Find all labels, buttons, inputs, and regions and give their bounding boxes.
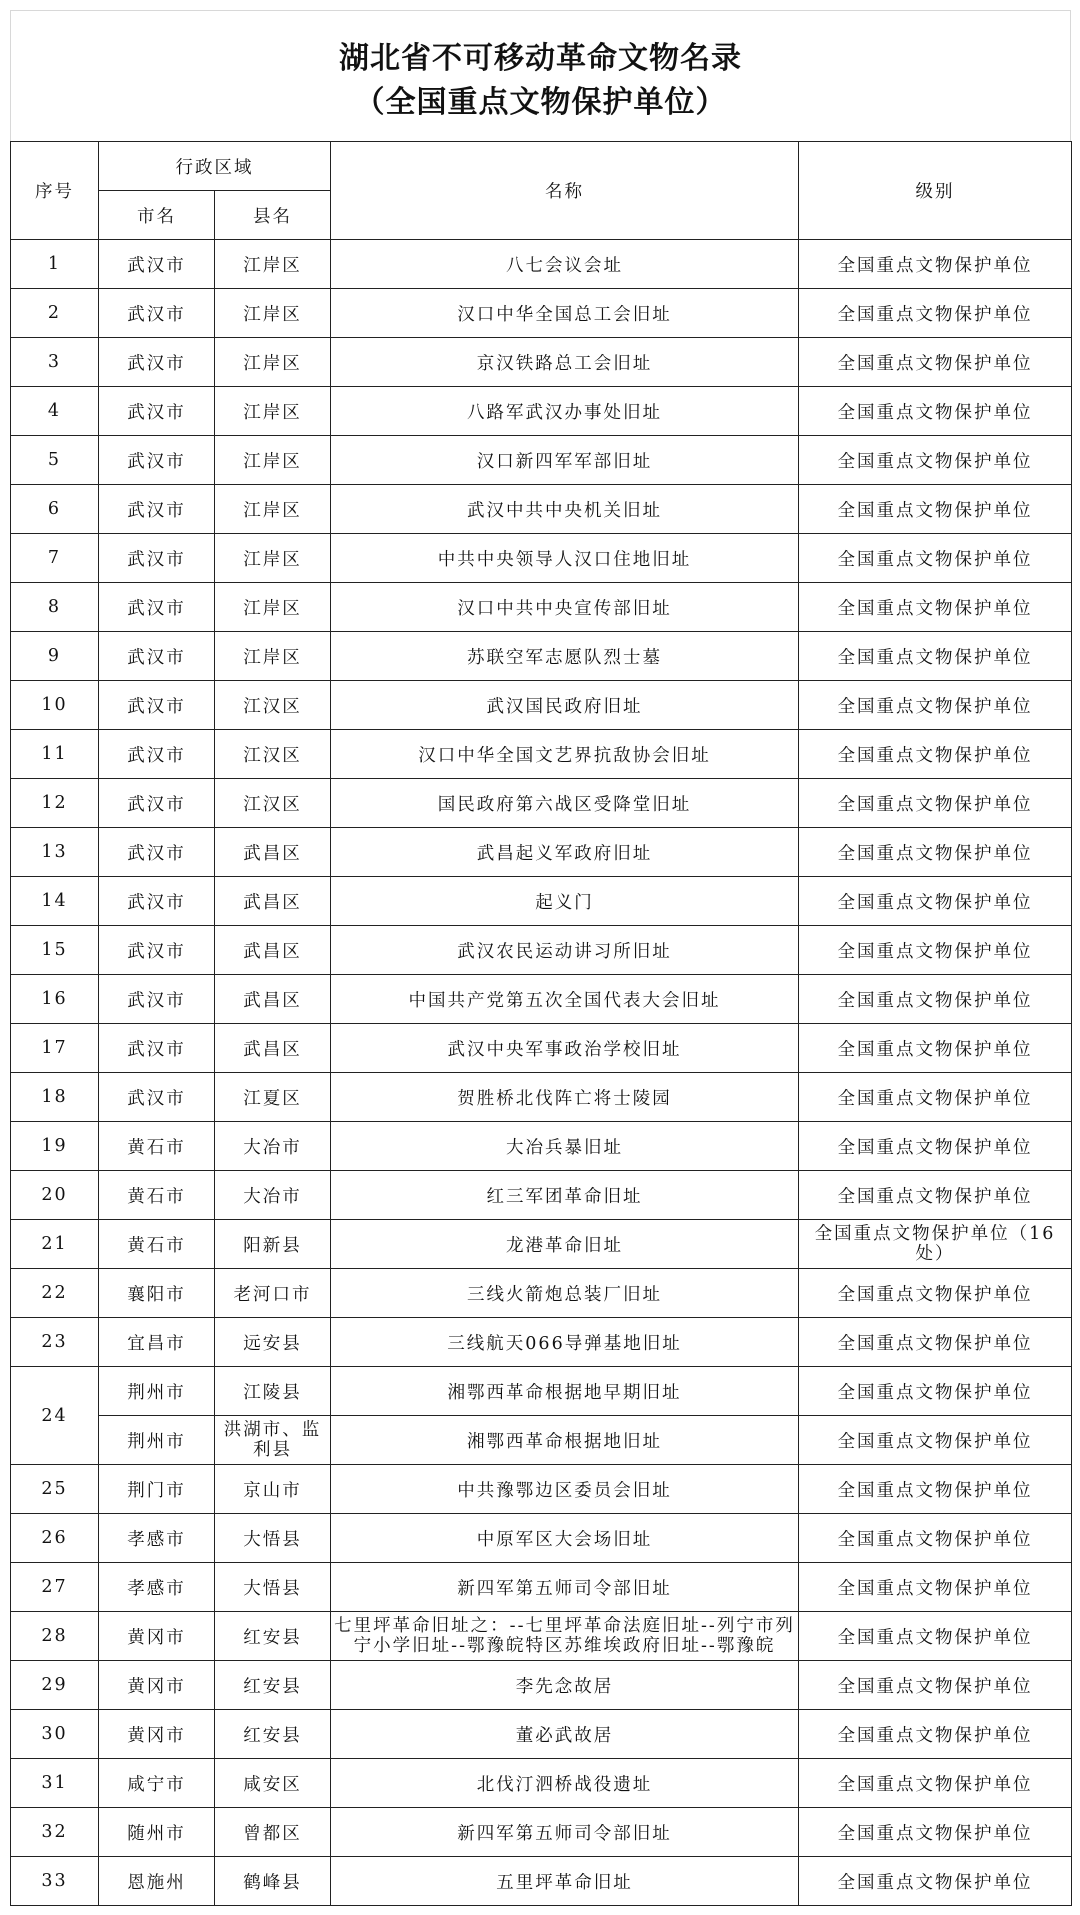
cell-level: 全国重点文物保护单位 (799, 1171, 1072, 1220)
cell-county: 江岸区 (215, 240, 331, 289)
cell-county: 武昌区 (215, 828, 331, 877)
cell-county: 大冶市 (215, 1122, 331, 1171)
cell-county: 远安县 (215, 1318, 331, 1367)
cell-seq: 14 (11, 877, 99, 926)
cell-city: 武汉市 (99, 877, 215, 926)
cell-seq: 19 (11, 1122, 99, 1171)
cell-seq: 17 (11, 1024, 99, 1073)
cell-city: 武汉市 (99, 1073, 215, 1122)
cell-county: 江岸区 (215, 632, 331, 681)
cell-county: 江岸区 (215, 436, 331, 485)
header-city: 市名 (99, 191, 215, 240)
cell-name: 新四军第五师司令部旧址 (331, 1563, 799, 1612)
cell-name: 中共中央领导人汉口住地旧址 (331, 534, 799, 583)
cell-seq: 13 (11, 828, 99, 877)
cell-city: 武汉市 (99, 240, 215, 289)
table-row (11, 534, 1072, 583)
cell-city: 武汉市 (99, 632, 215, 681)
cell-county: 江岸区 (215, 387, 331, 436)
table-row (11, 1122, 1072, 1171)
cell-name: 京汉铁路总工会旧址 (331, 338, 799, 387)
cell-name: 武汉国民政府旧址 (331, 681, 799, 730)
cell-county: 红安县 (215, 1612, 331, 1661)
cell-city: 武汉市 (99, 289, 215, 338)
cell-level: 全国重点文物保护单位 (799, 1024, 1072, 1073)
cell-county: 老河口市 (215, 1269, 331, 1318)
header-level: 级别 (799, 142, 1072, 240)
cell-county: 武昌区 (215, 975, 331, 1024)
cell-seq: 1 (11, 240, 99, 289)
cell-seq: 9 (11, 632, 99, 681)
cell-seq: 29 (11, 1661, 99, 1710)
cell-level: 全国重点文物保护单位 (799, 240, 1072, 289)
cell-name: 汉口新四军军部旧址 (331, 436, 799, 485)
cell-county: 江汉区 (215, 779, 331, 828)
cell-level: 全国重点文物保护单位 (799, 1808, 1072, 1857)
cell-name: 武汉中央军事政治学校旧址 (331, 1024, 799, 1073)
cell-county: 大悟县 (215, 1514, 331, 1563)
header-name: 名称 (331, 142, 799, 240)
cell-seq: 31 (11, 1759, 99, 1808)
cell-city: 黄石市 (99, 1171, 215, 1220)
cell-county: 江岸区 (215, 534, 331, 583)
cell-city: 黄冈市 (99, 1710, 215, 1759)
cell-city: 荆州市 (99, 1416, 215, 1465)
cell-seq: 33 (11, 1857, 99, 1906)
cell-name: 董必武故居 (331, 1710, 799, 1759)
cell-seq: 28 (11, 1612, 99, 1661)
cell-level: 全国重点文物保护单位 (799, 1759, 1072, 1808)
cell-seq: 6 (11, 485, 99, 534)
cell-city: 荆州市 (99, 1367, 215, 1416)
table-row (11, 436, 1072, 485)
cell-level: 全国重点文物保护单位 (799, 877, 1072, 926)
cell-name: 五里坪革命旧址 (331, 1857, 799, 1906)
cell-level: 全国重点文物保护单位 (799, 1416, 1072, 1465)
cell-seq: 11 (11, 730, 99, 779)
cell-city: 孝感市 (99, 1563, 215, 1612)
cell-county: 红安县 (215, 1661, 331, 1710)
cell-city: 咸宁市 (99, 1759, 215, 1808)
cell-city: 武汉市 (99, 779, 215, 828)
cell-level: 全国重点文物保护单位 (799, 1465, 1072, 1514)
cell-city: 武汉市 (99, 926, 215, 975)
cell-level: 全国重点文物保护单位 (799, 1269, 1072, 1318)
cell-level: 全国重点文物保护单位 (799, 1514, 1072, 1563)
table-row (11, 1612, 1072, 1661)
cell-city: 武汉市 (99, 436, 215, 485)
cell-seq: 20 (11, 1171, 99, 1220)
cell-county: 曾都区 (215, 1808, 331, 1857)
table-row (11, 485, 1072, 534)
table-row (11, 338, 1072, 387)
cell-name: 七里坪革命旧址之：--七里坪革命法庭旧址--列宁市列宁小学旧址--鄂豫皖特区苏维埃政府旧址--鄂豫皖 (331, 1612, 799, 1661)
table-row (11, 730, 1072, 779)
cell-name: 龙港革命旧址 (331, 1220, 799, 1269)
cell-seq: 24 (11, 1367, 99, 1465)
cell-seq: 32 (11, 1808, 99, 1857)
title-box (10, 10, 1071, 141)
cell-county: 大悟县 (215, 1563, 331, 1612)
table-row (11, 1710, 1072, 1759)
table-row (11, 1465, 1072, 1514)
header-seq: 序号 (11, 142, 99, 240)
cell-city: 武汉市 (99, 534, 215, 583)
table-row (11, 1759, 1072, 1808)
cell-county: 鹤峰县 (215, 1857, 331, 1906)
cell-seq: 30 (11, 1710, 99, 1759)
cell-county: 江岸区 (215, 583, 331, 632)
cell-name: 湘鄂西革命根据地早期旧址 (331, 1367, 799, 1416)
cell-city: 黄石市 (99, 1220, 215, 1269)
cell-seq: 25 (11, 1465, 99, 1514)
cell-county: 红安县 (215, 1710, 331, 1759)
cell-name: 湘鄂西革命根据地旧址 (331, 1416, 799, 1465)
cell-level: 全国重点文物保护单位 (799, 289, 1072, 338)
cell-seq: 2 (11, 289, 99, 338)
cell-name: 红三军团革命旧址 (331, 1171, 799, 1220)
cell-seq: 12 (11, 779, 99, 828)
header-county: 县名 (215, 191, 331, 240)
cell-level: 全国重点文物保护单位 (799, 1857, 1072, 1906)
cell-level: 全国重点文物保护单位 (799, 338, 1072, 387)
cell-county: 江汉区 (215, 681, 331, 730)
cell-name: 中国共产党第五次全国代表大会旧址 (331, 975, 799, 1024)
cell-seq: 18 (11, 1073, 99, 1122)
cell-city: 武汉市 (99, 485, 215, 534)
table-row (11, 975, 1072, 1024)
cell-name: 李先念故居 (331, 1661, 799, 1710)
table-row (11, 1318, 1072, 1367)
table-row (11, 1024, 1072, 1073)
table-row (11, 583, 1072, 632)
cell-name: 武昌起义军政府旧址 (331, 828, 799, 877)
cell-level: 全国重点文物保护单位 (799, 1612, 1072, 1661)
cell-city: 武汉市 (99, 975, 215, 1024)
cell-city: 武汉市 (99, 681, 215, 730)
cell-city: 荆门市 (99, 1465, 215, 1514)
cell-city: 随州市 (99, 1808, 215, 1857)
cell-county: 咸安区 (215, 1759, 331, 1808)
cell-level: 全国重点文物保护单位 (799, 779, 1072, 828)
cell-seq: 27 (11, 1563, 99, 1612)
cell-county: 江夏区 (215, 1073, 331, 1122)
cell-name: 中共豫鄂边区委员会旧址 (331, 1465, 799, 1514)
cell-level: 全国重点文物保护单位 (799, 1710, 1072, 1759)
cell-seq: 21 (11, 1220, 99, 1269)
cell-level: 全国重点文物保护单位 (799, 387, 1072, 436)
table-row (11, 1269, 1072, 1318)
cell-county: 洪湖市、监利县 (215, 1416, 331, 1465)
header-region: 行政区域 (99, 142, 331, 191)
cell-name: 八路军武汉办事处旧址 (331, 387, 799, 436)
cell-city: 孝感市 (99, 1514, 215, 1563)
cell-name: 汉口中华全国总工会旧址 (331, 289, 799, 338)
cell-level: 全国重点文物保护单位 (799, 975, 1072, 1024)
cell-level: 全国重点文物保护单位 (799, 534, 1072, 583)
cell-name: 武汉中共中央机关旧址 (331, 485, 799, 534)
cell-name: 苏联空军志愿队烈士墓 (331, 632, 799, 681)
cell-level: 全国重点文物保护单位 (799, 1073, 1072, 1122)
cell-name: 三线航天066导弹基地旧址 (331, 1318, 799, 1367)
cell-city: 武汉市 (99, 338, 215, 387)
cell-city: 襄阳市 (99, 1269, 215, 1318)
cell-name: 八七会议会址 (331, 240, 799, 289)
table-row (11, 1857, 1072, 1906)
table-row (11, 1661, 1072, 1710)
cell-city: 武汉市 (99, 387, 215, 436)
cell-city: 宜昌市 (99, 1318, 215, 1367)
table-row (11, 1416, 1072, 1465)
cell-seq: 23 (11, 1318, 99, 1367)
cell-county: 江岸区 (215, 338, 331, 387)
cell-name: 汉口中共中央宣传部旧址 (331, 583, 799, 632)
cell-level: 全国重点文物保护单位 (799, 583, 1072, 632)
cell-county: 阳新县 (215, 1220, 331, 1269)
document-title: 湖北省不可移动革命文物名录 (339, 41, 742, 76)
cell-level: 全国重点文物保护单位 (799, 1563, 1072, 1612)
cell-level: 全国重点文物保护单位 (799, 1367, 1072, 1416)
cell-city: 黄冈市 (99, 1612, 215, 1661)
cell-name: 国民政府第六战区受降堂旧址 (331, 779, 799, 828)
cell-level: 全国重点文物保护单位 (799, 436, 1072, 485)
cell-city: 武汉市 (99, 583, 215, 632)
cell-name: 汉口中华全国文艺界抗敌协会旧址 (331, 730, 799, 779)
document-subtitle: （全国重点文物保护单位） (354, 85, 727, 120)
table-row (11, 387, 1072, 436)
cell-city: 黄石市 (99, 1122, 215, 1171)
cell-level: 全国重点文物保护单位（16处） (799, 1220, 1072, 1269)
table-row (11, 926, 1072, 975)
table-row (11, 240, 1072, 289)
cell-name: 大冶兵暴旧址 (331, 1122, 799, 1171)
table-row (11, 1073, 1072, 1122)
cell-seq: 4 (11, 387, 99, 436)
cell-seq: 3 (11, 338, 99, 387)
cell-county: 京山市 (215, 1465, 331, 1514)
cell-county: 大冶市 (215, 1171, 331, 1220)
table-row (11, 828, 1072, 877)
table-row (11, 632, 1072, 681)
cell-name: 新四军第五师司令部旧址 (331, 1808, 799, 1857)
cell-level: 全国重点文物保护单位 (799, 485, 1072, 534)
table-row (11, 1808, 1072, 1857)
cell-seq: 26 (11, 1514, 99, 1563)
cell-name: 中原军区大会场旧址 (331, 1514, 799, 1563)
cell-name: 起义门 (331, 877, 799, 926)
cell-name: 贺胜桥北伐阵亡将士陵园 (331, 1073, 799, 1122)
table-row (11, 1367, 1072, 1416)
cell-city: 黄冈市 (99, 1661, 215, 1710)
cell-level: 全国重点文物保护单位 (799, 1122, 1072, 1171)
cell-level: 全国重点文物保护单位 (799, 632, 1072, 681)
cell-seq: 10 (11, 681, 99, 730)
cell-county: 江陵县 (215, 1367, 331, 1416)
cell-city: 武汉市 (99, 828, 215, 877)
cell-name: 三线火箭炮总装厂旧址 (331, 1269, 799, 1318)
cell-seq: 15 (11, 926, 99, 975)
cell-county: 江汉区 (215, 730, 331, 779)
cell-level: 全国重点文物保护单位 (799, 926, 1072, 975)
table-row (11, 289, 1072, 338)
cell-level: 全国重点文物保护单位 (799, 1661, 1072, 1710)
cell-county: 武昌区 (215, 877, 331, 926)
table-row (11, 1220, 1072, 1269)
cell-name: 北伐汀泗桥战役遗址 (331, 1759, 799, 1808)
cell-level: 全国重点文物保护单位 (799, 1318, 1072, 1367)
cell-level: 全国重点文物保护单位 (799, 730, 1072, 779)
table-row (11, 1171, 1072, 1220)
cell-county: 江岸区 (215, 289, 331, 338)
table-row (11, 681, 1072, 730)
cell-city: 恩施州 (99, 1857, 215, 1906)
relics-table (10, 141, 1072, 1906)
table-row (11, 1514, 1072, 1563)
cell-seq: 8 (11, 583, 99, 632)
cell-seq: 16 (11, 975, 99, 1024)
table-row (11, 877, 1072, 926)
cell-level: 全国重点文物保护单位 (799, 681, 1072, 730)
table-row (11, 779, 1072, 828)
cell-county: 武昌区 (215, 1024, 331, 1073)
cell-city: 武汉市 (99, 730, 215, 779)
cell-name: 武汉农民运动讲习所旧址 (331, 926, 799, 975)
cell-city: 武汉市 (99, 1024, 215, 1073)
cell-level: 全国重点文物保护单位 (799, 828, 1072, 877)
cell-county: 江岸区 (215, 485, 331, 534)
cell-county: 武昌区 (215, 926, 331, 975)
cell-seq: 7 (11, 534, 99, 583)
cell-seq: 22 (11, 1269, 99, 1318)
table-row (11, 1563, 1072, 1612)
cell-seq: 5 (11, 436, 99, 485)
